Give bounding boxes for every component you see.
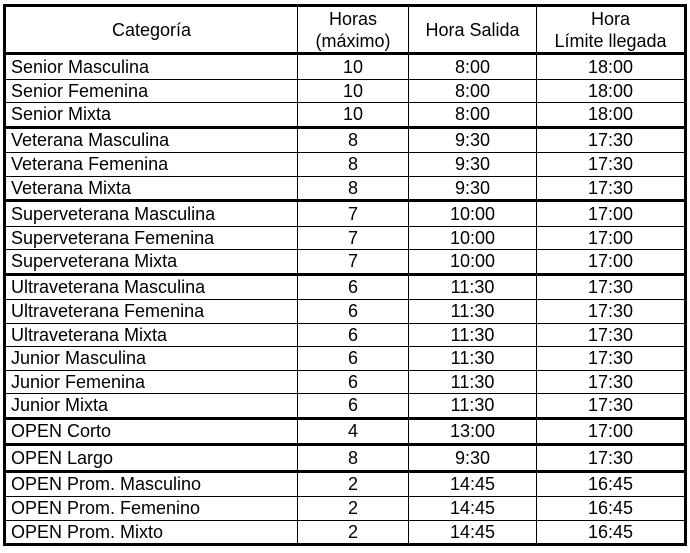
cell-categoria: Ultraveterana Femenina [6,300,298,323]
cell-categoria: OPEN Prom. Masculino [6,473,298,497]
cell-hora-limite: 16:45 [587,474,634,495]
cell-horas: 6 [298,371,409,394]
cell-hora-salida: 10:00 [409,250,537,273]
cell-hora-salida: 14:45 [409,521,537,544]
cell-hora-limite: 18:00 [587,56,634,77]
table-row [6,420,684,444]
cell-horas: 8 [298,153,409,176]
header-hora-salida: Hora Salida [409,7,537,52]
cell-hora-salida: 14:45 [409,473,537,497]
cell-horas: 2 [298,473,409,497]
cell-horas: 8 [298,129,409,153]
table-row [6,520,684,544]
cell-hora-limite: 17:30 [587,301,634,322]
cell-categoria: Superveterana Masculina [6,202,298,226]
cell-hora-limite: 17:30 [587,177,634,198]
cell-hora-salida: 9:30 [409,153,537,176]
cell-hora-salida: 14:45 [409,497,537,520]
cell-categoria: OPEN Prom. Mixto [6,521,298,544]
cell-horas: 4 [298,420,409,444]
table-row [6,79,684,103]
table-row [6,346,684,370]
cell-hora-salida: 8:00 [409,80,537,103]
cell-horas: 2 [298,497,409,520]
table-row [6,496,684,520]
cell-categoria: Senior Masculina [6,55,298,79]
cell-hora-salida: 11:30 [409,276,537,300]
cell-categoria: Junior Masculina [6,347,298,370]
cell-categoria: OPEN Prom. Femenino [6,497,298,520]
cell-hora-limite: 17:00 [587,421,634,442]
table-header-row [6,7,684,55]
cell-categoria: Superveterana Mixta [6,250,298,273]
category-group [6,473,684,544]
cell-horas: 6 [298,394,409,417]
cell-horas: 2 [298,521,409,544]
cell-horas: 10 [298,103,409,126]
cell-hora-salida: 9:30 [409,446,537,470]
cell-hora-limite: 17:00 [587,203,634,224]
cell-categoria: Senior Mixta [6,103,298,126]
cell-horas: 7 [298,250,409,273]
table-row [6,202,684,226]
table-row [6,299,684,323]
cell-hora-limite: 17:30 [587,277,634,298]
cell-horas: 7 [298,227,409,250]
cell-hora-limite: 16:45 [587,521,634,542]
cell-horas: 10 [298,55,409,79]
cell-hora-salida: 9:30 [409,177,537,200]
table-row [6,370,684,394]
cell-hora-salida: 8:00 [409,55,537,79]
cell-hora-limite: 18:00 [587,104,634,125]
cell-hora-limite: 17:30 [587,348,634,369]
table-row [6,323,684,347]
cell-categoria: Junior Femenina [6,371,298,394]
cell-categoria: OPEN Corto [6,420,298,444]
cell-hora-limite: 17:30 [587,130,634,151]
cell-horas: 6 [298,300,409,323]
cell-horas: 10 [298,80,409,103]
cell-horas: 6 [298,347,409,370]
table-row [6,249,684,273]
cell-hora-salida: 13:00 [409,420,537,444]
cell-hora-salida: 11:30 [409,324,537,347]
cell-categoria: OPEN Largo [6,446,298,470]
category-group [6,420,684,447]
table-body [6,55,684,543]
cell-hora-limite: 18:00 [587,80,634,101]
cell-hora-limite: 17:30 [587,324,634,345]
table-row [6,176,684,200]
cell-categoria: Superveterana Femenina [6,227,298,250]
header-categoria: Categoría [6,7,298,52]
table-row [6,102,684,126]
header-hora-limite-llegada: Hora Límite llegada [554,8,667,51]
cell-hora-limite: 17:30 [587,395,634,416]
cell-hora-salida: 11:30 [409,371,537,394]
table-row [6,226,684,250]
cell-hora-salida: 11:30 [409,300,537,323]
cell-hora-limite: 17:00 [587,227,634,248]
table-row [6,473,684,497]
cell-hora-limite: 17:30 [587,371,634,392]
cell-hora-salida: 11:30 [409,347,537,370]
cell-categoria: Ultraveterana Mixta [6,324,298,347]
cell-categoria: Junior Mixta [6,394,298,417]
category-group [6,202,684,276]
cell-horas: 8 [298,177,409,200]
cell-hora-limite: 17:30 [587,447,634,468]
cell-horas: 6 [298,276,409,300]
schedule-table [3,4,687,546]
table-row [6,55,684,79]
cell-horas: 6 [298,324,409,347]
cell-hora-limite: 17:00 [587,251,634,272]
cell-hora-limite: 17:30 [587,154,634,175]
cell-categoria: Veterana Masculina [6,129,298,153]
cell-hora-limite: 16:45 [587,498,634,519]
table-row [6,276,684,300]
table-row [6,393,684,417]
cell-horas: 7 [298,202,409,226]
table-row [6,446,684,470]
cell-hora-salida: 10:00 [409,202,537,226]
category-group [6,129,684,203]
cell-categoria: Veterana Mixta [6,177,298,200]
cell-hora-salida: 10:00 [409,227,537,250]
category-group [6,446,684,473]
header-horas-maximo: Horas (máximo) [298,7,409,52]
category-group [6,276,684,420]
cell-hora-salida: 9:30 [409,129,537,153]
table-row [6,129,684,153]
cell-hora-salida: 8:00 [409,103,537,126]
cell-horas: 8 [298,446,409,470]
cell-hora-salida: 11:30 [409,394,537,417]
category-group [6,55,684,129]
cell-categoria: Senior Femenina [6,80,298,103]
cell-categoria: Ultraveterana Masculina [6,276,298,300]
cell-categoria: Veterana Femenina [6,153,298,176]
table-row [6,152,684,176]
